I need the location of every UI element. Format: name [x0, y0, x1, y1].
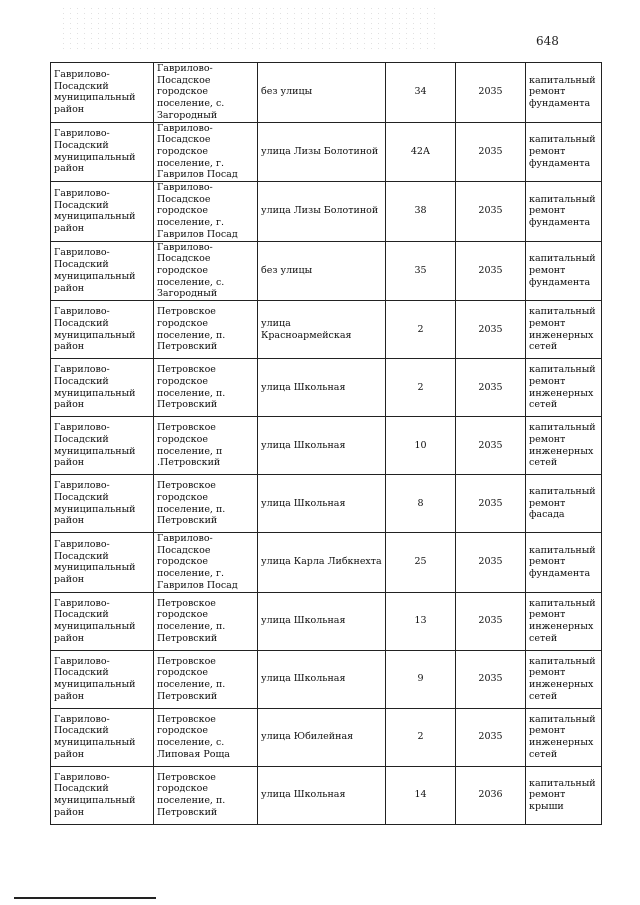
year-cell: 2035 — [456, 301, 526, 359]
street-cell: улица Школьная — [258, 592, 386, 650]
house-number-cell: 38 — [386, 182, 456, 242]
house-number-cell: 2 — [386, 359, 456, 417]
work-type-cell: капитальный ремонт инженерных сетей — [526, 417, 602, 475]
street-cell: улица Юбилейная — [258, 708, 386, 766]
footnote-rule — [14, 897, 156, 899]
table-row — [51, 592, 602, 650]
house-number-cell: 14 — [386, 766, 456, 824]
district-cell: Гаврилово-Посадский муниципальный район — [51, 63, 154, 123]
district-cell: Гаврилово-Посадский муниципальный район — [51, 533, 154, 593]
year-cell: 2035 — [456, 63, 526, 123]
settlement-cell: Петровское городское поселение, п .Петровский — [154, 417, 258, 475]
housing-repair-table — [50, 62, 602, 825]
table-row — [51, 301, 602, 359]
house-number-cell: 34 — [386, 63, 456, 123]
work-type-cell: капитальный ремонт фундамента — [526, 241, 602, 301]
table-body — [51, 63, 602, 825]
scan-noise — [60, 6, 440, 50]
street-cell: улица Школьная — [258, 650, 386, 708]
house-number-cell: 35 — [386, 241, 456, 301]
street-cell: улица Школьная — [258, 475, 386, 533]
year-cell: 2035 — [456, 533, 526, 593]
year-cell: 2035 — [456, 475, 526, 533]
settlement-cell: Петровское городское поселение, п. Петровский — [154, 475, 258, 533]
year-cell: 2036 — [456, 766, 526, 824]
work-type-cell: капитальный ремонт инженерных сетей — [526, 359, 602, 417]
table-row — [51, 182, 602, 242]
street-cell: улица Лизы Болотиной — [258, 122, 386, 182]
house-number-cell: 10 — [386, 417, 456, 475]
work-type-cell: капитальный ремонт инженерных сетей — [526, 708, 602, 766]
work-type-cell: капитальный ремонт инженерных сетей — [526, 592, 602, 650]
year-cell: 2035 — [456, 650, 526, 708]
year-cell: 2035 — [456, 182, 526, 242]
settlement-cell: Петровское городское поселение, п. Петровский — [154, 301, 258, 359]
work-type-cell: капитальный ремонт инженерных сетей — [526, 301, 602, 359]
street-cell: улица Красноармейская — [258, 301, 386, 359]
table-row — [51, 241, 602, 301]
settlement-cell: Петровское городское поселение, п. Петровский — [154, 766, 258, 824]
year-cell: 2035 — [456, 241, 526, 301]
street-cell: улица Школьная — [258, 417, 386, 475]
district-cell: Гаврилово-Посадский муниципальный район — [51, 766, 154, 824]
house-number-cell: 9 — [386, 650, 456, 708]
settlement-cell: Гаврилово-Посадское городское поселение, с. Загородный — [154, 63, 258, 123]
work-type-cell: капитальный ремонт фундамента — [526, 533, 602, 593]
house-number-cell: 2 — [386, 301, 456, 359]
settlement-cell: Петровское городское поселение, п. Петровский — [154, 592, 258, 650]
house-number-cell: 13 — [386, 592, 456, 650]
table-row — [51, 708, 602, 766]
work-type-cell: капитальный ремонт фундамента — [526, 63, 602, 123]
street-cell: без улицы — [258, 241, 386, 301]
work-type-cell: капитальный ремонт крыши — [526, 766, 602, 824]
district-cell: Гаврилово-Посадский муниципальный район — [51, 475, 154, 533]
work-type-cell: капитальный ремонт фундамента — [526, 182, 602, 242]
work-type-cell: капитальный ремонт инженерных сетей — [526, 650, 602, 708]
district-cell: Гаврилово-Посадский муниципальный район — [51, 301, 154, 359]
settlement-cell: Гаврилово-Посадское городское поселение, г. Гаврилов Посад — [154, 533, 258, 593]
settlement-cell: Гаврилово-Посадское городское поселение, с. Загородный — [154, 241, 258, 301]
page-number: 648 — [536, 34, 559, 48]
house-number-cell: 42А — [386, 122, 456, 182]
table-row — [51, 122, 602, 182]
street-cell: улица Карла Либкнехта — [258, 533, 386, 593]
year-cell: 2035 — [456, 592, 526, 650]
settlement-cell: Петровское городское поселение, п. Петровский — [154, 359, 258, 417]
district-cell: Гаврилово-Посадский муниципальный район — [51, 708, 154, 766]
settlement-cell: Петровское городское поселение, п. Петровский — [154, 650, 258, 708]
table-row — [51, 63, 602, 123]
district-cell: Гаврилово-Посадский муниципальный район — [51, 359, 154, 417]
table-row — [51, 359, 602, 417]
year-cell: 2035 — [456, 708, 526, 766]
district-cell: Гаврилово-Посадский муниципальный район — [51, 417, 154, 475]
district-cell: Гаврилово-Посадский муниципальный район — [51, 122, 154, 182]
settlement-cell: Гаврилово-Посадское городское поселение, г. Гаврилов Посад — [154, 122, 258, 182]
district-cell: Гаврилово-Посадский муниципальный район — [51, 592, 154, 650]
table-row — [51, 533, 602, 593]
district-cell: Гаврилово-Посадский муниципальный район — [51, 650, 154, 708]
table-row — [51, 650, 602, 708]
district-cell: Гаврилово-Посадский муниципальный район — [51, 241, 154, 301]
house-number-cell: 2 — [386, 708, 456, 766]
work-type-cell: капитальный ремонт фундамента — [526, 122, 602, 182]
house-number-cell: 25 — [386, 533, 456, 593]
year-cell: 2035 — [456, 417, 526, 475]
district-cell: Гаврилово-Посадский муниципальный район — [51, 182, 154, 242]
street-cell: улица Лизы Болотиной — [258, 182, 386, 242]
table-row — [51, 417, 602, 475]
table-row — [51, 766, 602, 824]
year-cell: 2035 — [456, 359, 526, 417]
year-cell: 2035 — [456, 122, 526, 182]
table-row — [51, 475, 602, 533]
settlement-cell: Гаврилово-Посадское городское поселение, г. Гаврилов Посад — [154, 182, 258, 242]
street-cell: улица Школьная — [258, 359, 386, 417]
settlement-cell: Петровское городское поселение, с. Липовая Роща — [154, 708, 258, 766]
street-cell: без улицы — [258, 63, 386, 123]
house-number-cell: 8 — [386, 475, 456, 533]
street-cell: улица Школьная — [258, 766, 386, 824]
work-type-cell: капитальный ремонт фасада — [526, 475, 602, 533]
